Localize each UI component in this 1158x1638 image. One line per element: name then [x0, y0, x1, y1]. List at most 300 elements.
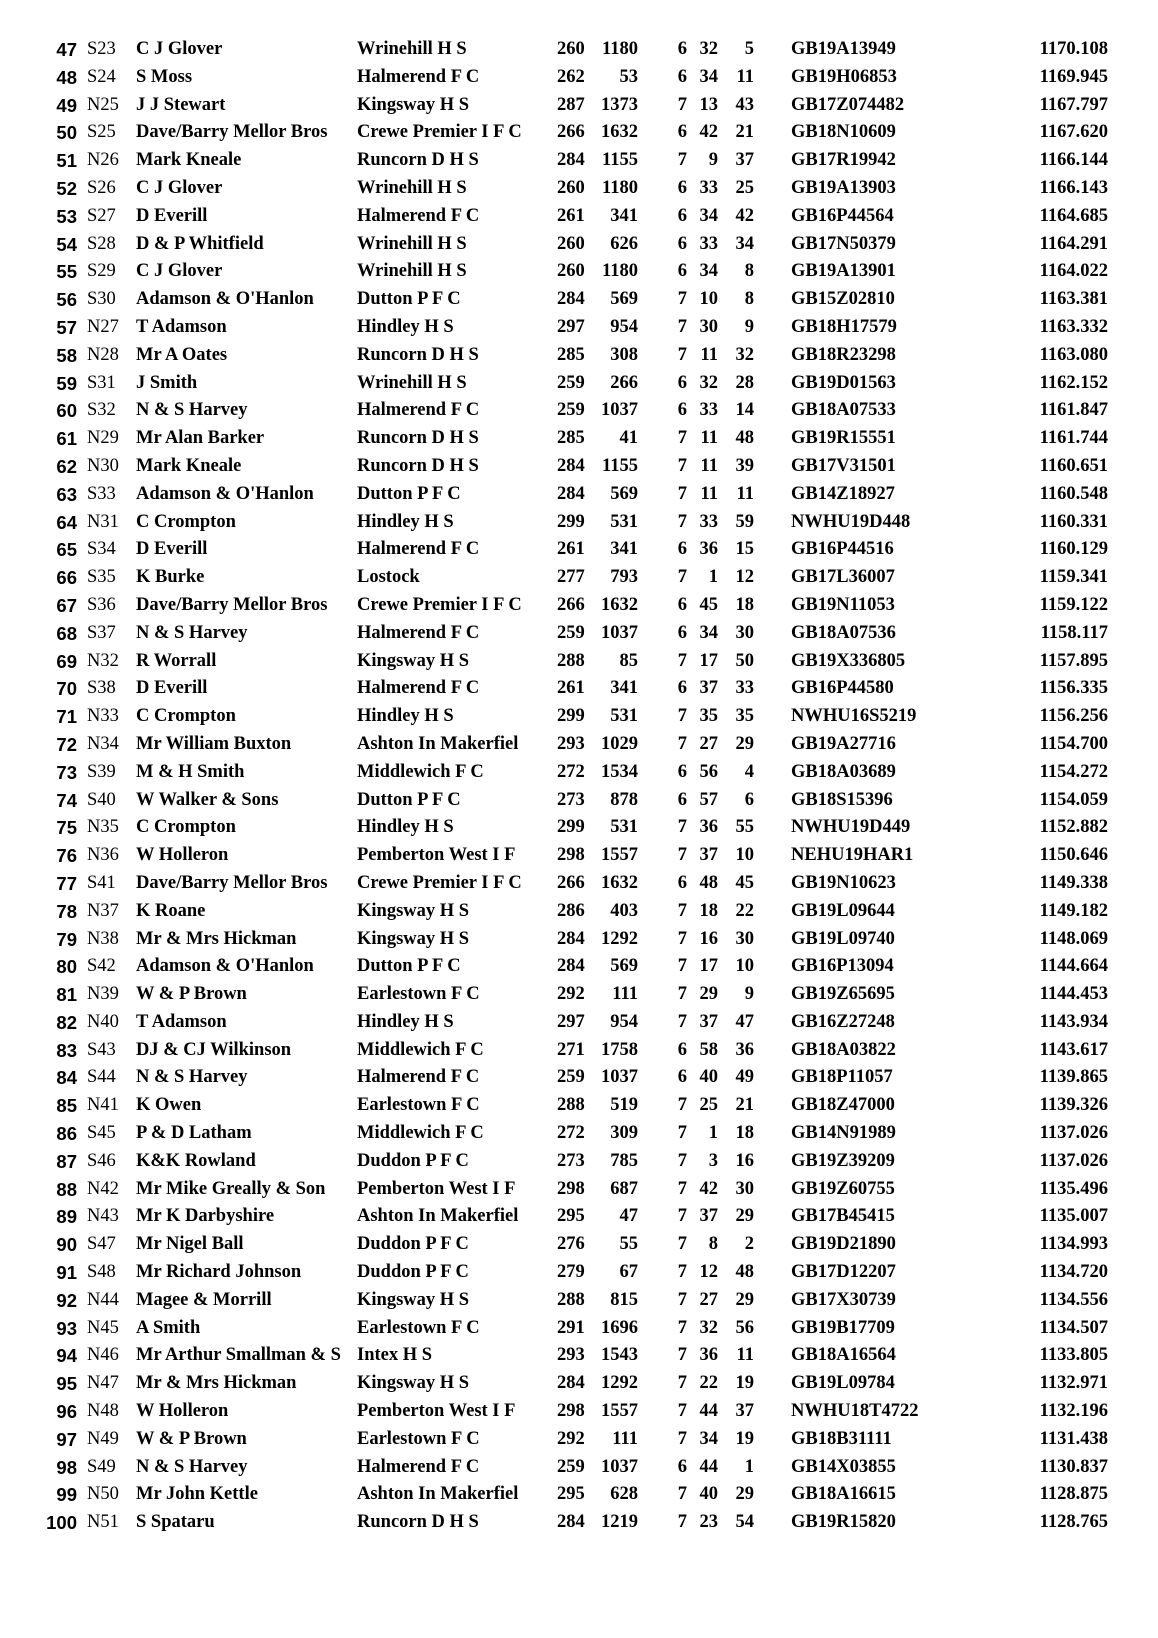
distance-yards: 531 [610, 817, 638, 838]
competitor-name: Mark Kneale [136, 455, 242, 476]
time-hours: 7 [677, 900, 687, 921]
ring-number: GB18A16615 [791, 1484, 896, 1505]
table-row [0, 175, 1158, 203]
ring-number: NWHU18T4722 [791, 1401, 919, 1422]
competitor-name: S Spataru [136, 1512, 215, 1533]
position: 47 [56, 39, 77, 60]
time-seconds: 55 [735, 817, 754, 838]
ring-number: GB17B45415 [791, 1206, 895, 1227]
time-hours: 7 [677, 1234, 687, 1255]
competitor-name: W Holleron [136, 845, 229, 866]
table-row [0, 92, 1158, 120]
distance-miles: 298 [557, 1401, 585, 1422]
distance-miles: 277 [557, 567, 585, 588]
ring-number: GB19A13901 [791, 261, 896, 282]
distance-yards: 1155 [602, 150, 638, 171]
competitor-name: R Worrall [136, 650, 217, 671]
position: 77 [56, 872, 77, 894]
distance-miles: 286 [557, 900, 585, 921]
competitor-name: N & S Harvey [136, 400, 248, 421]
position: 90 [56, 1234, 77, 1256]
time-hours: 7 [677, 1345, 687, 1366]
section: S38 [87, 678, 116, 699]
distance-yards: 628 [610, 1484, 638, 1505]
time-hours: 7 [677, 289, 687, 310]
time-seconds: 11 [736, 66, 754, 87]
time-hours: 6 [677, 872, 687, 893]
time-seconds: 29 [735, 733, 754, 754]
position: 78 [56, 900, 77, 922]
competitor-name: K Burke [136, 567, 205, 588]
distance-miles: 260 [557, 261, 585, 282]
distance-miles: 295 [557, 1206, 585, 1227]
time-minutes: 27 [699, 1289, 718, 1310]
table-row [0, 870, 1158, 898]
position: 72 [56, 733, 77, 755]
competitor-name: C Crompton [136, 706, 236, 727]
time-seconds: 21 [735, 122, 754, 143]
time-hours: 6 [677, 400, 687, 421]
section: N38 [87, 928, 119, 949]
time-minutes: 42 [699, 1178, 718, 1199]
time-hours: 6 [677, 678, 687, 699]
position: 57 [56, 316, 77, 338]
ring-number: GB18P11057 [791, 1067, 893, 1088]
time-seconds: 22 [735, 900, 754, 921]
time-hours: 6 [677, 261, 687, 282]
time-seconds: 29 [735, 1289, 754, 1310]
time-hours: 6 [677, 39, 687, 59]
time-minutes: 34 [699, 205, 718, 226]
club-name: Runcorn D H S [357, 150, 479, 171]
table-row [0, 314, 1158, 342]
section: S34 [87, 539, 116, 560]
position: 53 [56, 205, 77, 227]
time-seconds: 19 [735, 1428, 754, 1449]
time-hours: 6 [677, 372, 687, 393]
table-row [0, 1148, 1158, 1176]
position: 86 [56, 1123, 77, 1145]
ring-number: GB19A13903 [791, 177, 896, 198]
time-hours: 6 [677, 122, 687, 143]
time-hours: 7 [677, 1401, 687, 1422]
club-name: Runcorn D H S [357, 455, 479, 476]
ring-number: GB17R19942 [791, 150, 896, 171]
competitor-name: M & H Smith [136, 761, 245, 782]
section: S32 [87, 400, 116, 421]
distance-yards: 785 [610, 1150, 638, 1171]
velocity: 1166.144 [1039, 150, 1108, 171]
time-hours: 6 [677, 66, 687, 87]
distance-yards: 1180 [602, 39, 638, 59]
time-minutes: 33 [699, 400, 718, 421]
club-name: Halmerend F C [357, 539, 480, 560]
velocity: 1164.022 [1039, 261, 1108, 282]
time-hours: 6 [677, 789, 687, 810]
section: S46 [87, 1150, 116, 1171]
club-name: Wrinehill H S [357, 372, 467, 393]
distance-miles: 261 [557, 205, 585, 226]
time-minutes: 40 [699, 1484, 718, 1505]
time-seconds: 56 [735, 1317, 754, 1338]
velocity: 1160.331 [1039, 511, 1108, 532]
time-hours: 7 [677, 567, 687, 588]
competitor-name: D Everill [136, 539, 208, 560]
distance-miles: 271 [557, 1039, 585, 1060]
time-minutes: 32 [699, 39, 718, 59]
velocity: 1163.332 [1039, 316, 1108, 337]
ring-number: GB16P44564 [791, 205, 894, 226]
distance-yards: 1292 [601, 928, 638, 949]
distance-miles: 292 [557, 984, 585, 1005]
ring-number: GB18H17579 [791, 316, 897, 337]
distance-yards: 1373 [601, 94, 638, 115]
competitor-name: Adamson & O'Hanlon [136, 956, 314, 977]
ring-number: GB18Z47000 [791, 1095, 895, 1116]
distance-yards: 1534 [601, 761, 638, 782]
ring-number: GB18A03689 [791, 761, 896, 782]
time-minutes: 35 [699, 706, 718, 727]
competitor-name: Mr Mike Greally & Son [136, 1178, 326, 1199]
club-name: Hindley H S [357, 316, 454, 337]
velocity: 1154.272 [1039, 761, 1108, 782]
table-row [0, 1064, 1158, 1092]
table-row [0, 675, 1158, 703]
table-row [0, 814, 1158, 842]
position: 82 [56, 1011, 77, 1033]
velocity: 1128.765 [1039, 1512, 1108, 1533]
distance-miles: 292 [557, 1428, 585, 1449]
ring-number: GB19R15820 [791, 1512, 896, 1533]
ring-number: GB18N10609 [791, 122, 896, 143]
club-name: Lostock [357, 567, 420, 588]
club-name: Dutton P F C [357, 789, 461, 810]
club-name: Earlestown F C [357, 1428, 480, 1449]
time-hours: 6 [677, 539, 687, 560]
time-seconds: 34 [735, 233, 754, 254]
table-row [0, 1398, 1158, 1426]
competitor-name: J Smith [136, 372, 198, 393]
time-seconds: 11 [736, 483, 754, 504]
competitor-name: Mr & Mrs Hickman [136, 1373, 297, 1394]
section: N43 [87, 1206, 119, 1227]
velocity: 1160.548 [1039, 483, 1108, 504]
velocity: 1144.664 [1039, 956, 1108, 977]
position: 79 [56, 928, 77, 950]
distance-yards: 569 [610, 956, 638, 977]
time-seconds: 50 [735, 650, 754, 671]
position: 71 [56, 706, 77, 728]
position: 98 [56, 1456, 77, 1478]
table-row [0, 1342, 1158, 1370]
ring-number: GB16P44580 [791, 678, 894, 699]
club-name: Ashton In Makerfiel [357, 1206, 519, 1227]
distance-yards: 1543 [601, 1345, 638, 1366]
time-seconds: 47 [735, 1011, 754, 1032]
table-row [0, 898, 1158, 926]
distance-miles: 297 [557, 1011, 585, 1032]
club-name: Kingsway H S [357, 900, 470, 921]
time-minutes: 22 [699, 1373, 718, 1394]
table-row [0, 342, 1158, 370]
table-row [0, 397, 1158, 425]
velocity: 1167.797 [1039, 94, 1108, 115]
velocity: 1150.646 [1039, 845, 1108, 866]
club-name: Crewe Premier I F C [357, 872, 522, 893]
distance-yards: 793 [610, 567, 638, 588]
distance-yards: 1180 [602, 177, 638, 198]
distance-yards: 55 [619, 1234, 638, 1255]
distance-miles: 284 [557, 928, 585, 949]
club-name: Halmerend F C [357, 1067, 480, 1088]
competitor-name: W Walker & Sons [136, 789, 279, 810]
club-name: Wrinehill H S [357, 261, 467, 282]
ring-number: GB17N50379 [791, 233, 896, 254]
table-row [0, 981, 1158, 1009]
section: S39 [87, 761, 116, 782]
time-hours: 7 [677, 1178, 687, 1199]
distance-miles: 284 [557, 956, 585, 977]
time-seconds: 49 [735, 1067, 754, 1088]
distance-yards: 1037 [601, 1456, 638, 1477]
position: 81 [56, 984, 77, 1006]
table-row [0, 258, 1158, 286]
table-row [0, 759, 1158, 787]
time-hours: 6 [677, 1456, 687, 1477]
competitor-name: S Moss [136, 66, 193, 87]
position: 65 [56, 539, 77, 561]
position: 70 [56, 678, 77, 700]
time-hours: 7 [677, 1289, 687, 1310]
time-hours: 7 [677, 1150, 687, 1171]
section: N51 [87, 1512, 119, 1533]
time-seconds: 48 [735, 428, 754, 449]
position: 50 [56, 122, 77, 144]
ring-number: GB19A13949 [791, 39, 896, 59]
time-minutes: 34 [699, 1428, 718, 1449]
competitor-name: K&K Rowland [136, 1150, 256, 1171]
competitor-name: C Crompton [136, 511, 236, 532]
club-name: Duddon P F C [357, 1262, 469, 1283]
competitor-name: N & S Harvey [136, 622, 248, 643]
distance-miles: 259 [557, 1067, 585, 1088]
distance-yards: 67 [619, 1262, 638, 1283]
distance-yards: 569 [610, 483, 638, 504]
velocity: 1154.059 [1039, 789, 1108, 810]
ring-number: GB18A07533 [791, 400, 896, 421]
competitor-name: Magee & Morrill [136, 1289, 272, 1310]
distance-yards: 309 [610, 1123, 638, 1144]
time-minutes: 37 [699, 678, 718, 699]
time-seconds: 15 [735, 539, 754, 560]
distance-miles: 288 [557, 1289, 585, 1310]
velocity: 1158.117 [1040, 622, 1108, 643]
velocity: 1152.882 [1039, 817, 1108, 838]
time-minutes: 57 [699, 789, 718, 810]
table-row [0, 203, 1158, 231]
distance-yards: 878 [610, 789, 638, 810]
time-minutes: 37 [699, 845, 718, 866]
time-minutes: 23 [699, 1512, 718, 1533]
table-row [0, 1203, 1158, 1231]
time-hours: 7 [677, 1011, 687, 1032]
position: 74 [56, 789, 77, 811]
section: S43 [87, 1039, 116, 1060]
time-hours: 6 [677, 233, 687, 254]
velocity: 1161.847 [1039, 400, 1108, 421]
competitor-name: Adamson & O'Hanlon [136, 289, 314, 310]
distance-miles: 272 [557, 1123, 585, 1144]
section: N26 [87, 150, 119, 171]
ring-number: GB19L09740 [791, 928, 895, 949]
distance-yards: 626 [610, 233, 638, 254]
time-minutes: 1 [708, 567, 718, 588]
time-seconds: 19 [735, 1373, 754, 1394]
ring-number: NEHU19HAR1 [791, 845, 914, 866]
competitor-name: C J Glover [136, 39, 223, 59]
position: 94 [56, 1345, 77, 1367]
table-row [0, 1426, 1158, 1454]
competitor-name: C Crompton [136, 817, 236, 838]
distance-miles: 284 [557, 455, 585, 476]
time-minutes: 33 [699, 177, 718, 198]
position: 48 [56, 66, 77, 88]
position: 80 [56, 956, 77, 978]
competitor-name: W & P Brown [136, 984, 247, 1005]
position: 60 [56, 400, 77, 422]
ring-number: GB17D12207 [791, 1262, 896, 1283]
distance-miles: 284 [557, 150, 585, 171]
table-row [0, 787, 1158, 815]
distance-yards: 341 [610, 539, 638, 560]
time-hours: 6 [677, 1039, 687, 1060]
velocity: 1134.993 [1039, 1234, 1108, 1255]
distance-miles: 260 [557, 39, 585, 59]
position: 73 [56, 761, 77, 783]
time-minutes: 11 [700, 428, 718, 449]
time-minutes: 32 [699, 372, 718, 393]
section: N25 [87, 94, 119, 115]
velocity: 1162.152 [1039, 372, 1108, 393]
distance-yards: 1219 [601, 1512, 638, 1533]
time-seconds: 14 [735, 400, 754, 421]
table-row [0, 147, 1158, 175]
time-minutes: 33 [699, 511, 718, 532]
time-hours: 7 [677, 845, 687, 866]
position: 75 [56, 817, 77, 839]
competitor-name: Dave/Barry Mellor Bros [136, 122, 328, 143]
distance-miles: 285 [557, 428, 585, 449]
section: N39 [87, 984, 119, 1005]
ring-number: NWHU19D449 [791, 817, 911, 838]
club-name: Crewe Premier I F C [357, 594, 522, 615]
table-row [0, 953, 1158, 981]
table-row [0, 1120, 1158, 1148]
time-minutes: 33 [699, 233, 718, 254]
distance-yards: 266 [610, 372, 638, 393]
time-seconds: 36 [735, 1039, 754, 1060]
ring-number: NWHU19D448 [791, 511, 911, 532]
distance-yards: 111 [612, 984, 638, 1005]
distance-miles: 287 [557, 94, 585, 115]
table-row [0, 425, 1158, 453]
distance-yards: 1557 [601, 845, 638, 866]
time-hours: 6 [677, 177, 687, 198]
time-seconds: 35 [735, 706, 754, 727]
distance-yards: 954 [610, 1011, 638, 1032]
time-seconds: 45 [735, 872, 754, 893]
distance-miles: 273 [557, 789, 585, 810]
time-hours: 7 [677, 956, 687, 977]
table-row [0, 509, 1158, 537]
club-name: Pemberton West I F [357, 1178, 516, 1199]
section: N29 [87, 428, 119, 449]
distance-miles: 288 [557, 650, 585, 671]
section: N33 [87, 706, 119, 727]
time-seconds: 30 [735, 928, 754, 949]
time-minutes: 44 [699, 1456, 718, 1477]
time-minutes: 10 [699, 289, 718, 310]
distance-miles: 279 [557, 1262, 585, 1283]
position: 91 [56, 1262, 77, 1284]
velocity: 1149.338 [1039, 872, 1108, 893]
competitor-name: C J Glover [136, 261, 223, 282]
time-minutes: 36 [699, 817, 718, 838]
competitor-name: T Adamson [136, 1011, 227, 1032]
position: 99 [56, 1484, 77, 1506]
distance-miles: 273 [557, 1150, 585, 1171]
ring-number: GB18S15396 [791, 789, 893, 810]
time-seconds: 42 [735, 205, 754, 226]
section: S37 [87, 622, 116, 643]
velocity: 1163.080 [1039, 344, 1108, 365]
time-minutes: 36 [699, 539, 718, 560]
section: S28 [87, 233, 116, 254]
time-seconds: 39 [735, 455, 754, 476]
club-name: Pemberton West I F [357, 845, 516, 866]
club-name: Kingsway H S [357, 94, 470, 115]
time-seconds: 28 [735, 372, 754, 393]
velocity: 1156.256 [1039, 706, 1108, 727]
velocity: 1134.720 [1039, 1262, 1108, 1283]
table-row [0, 64, 1158, 92]
ring-number: GB18A16564 [791, 1345, 896, 1366]
distance-yards: 531 [610, 511, 638, 532]
section: N45 [87, 1317, 119, 1338]
section: N48 [87, 1401, 119, 1422]
velocity: 1167.620 [1039, 122, 1108, 143]
time-hours: 7 [677, 1262, 687, 1283]
section: S44 [87, 1067, 116, 1088]
position: 100 [46, 1512, 77, 1534]
position: 68 [56, 622, 77, 644]
distance-yards: 1037 [601, 1067, 638, 1088]
time-seconds: 33 [735, 678, 754, 699]
club-name: Hindley H S [357, 817, 454, 838]
velocity: 1156.335 [1039, 678, 1108, 699]
club-name: Dutton P F C [357, 956, 461, 977]
time-minutes: 11 [700, 455, 718, 476]
table-row [0, 731, 1158, 759]
ring-number: GB14Z18927 [791, 483, 895, 504]
distance-miles: 284 [557, 483, 585, 504]
table-row [0, 286, 1158, 314]
table-row [0, 842, 1158, 870]
club-name: Runcorn D H S [357, 344, 479, 365]
table-row [0, 1509, 1158, 1537]
position: 85 [56, 1095, 77, 1117]
table-row [0, 1481, 1158, 1509]
